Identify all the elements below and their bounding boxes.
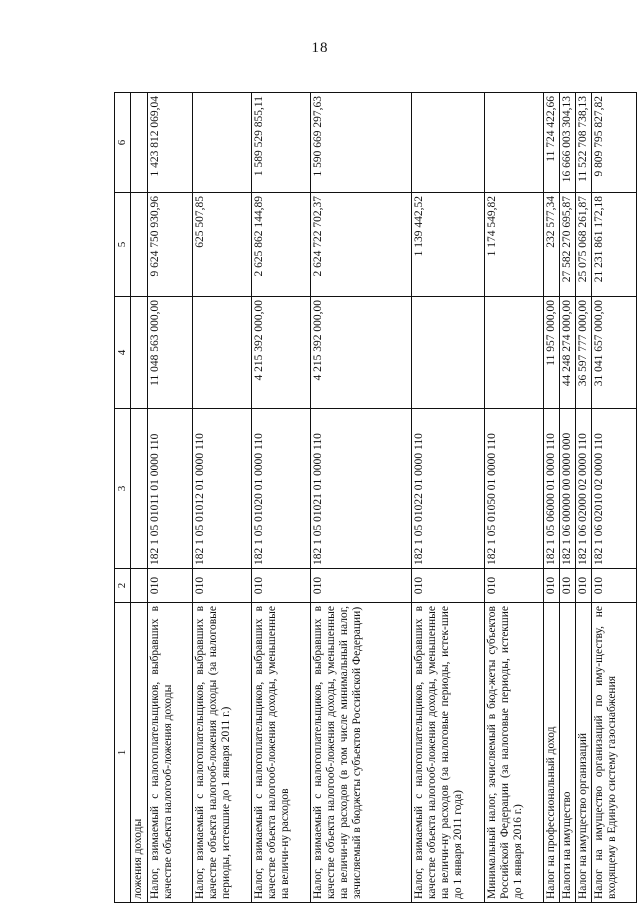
table-row	[311, 93, 412, 903]
table-row	[252, 93, 311, 903]
row-line-code: 010	[311, 569, 412, 603]
row-budget-code: 182 1 05 01012 01 0000 110	[193, 409, 252, 569]
row-name: Налог, взимаемый с налогоплательщиков, выбравших в качестве объекта налогооб-ложения доходы	[148, 603, 193, 903]
table-row	[592, 93, 637, 903]
table-row	[576, 93, 592, 903]
col-header-6: 6	[115, 93, 131, 193]
row-plan-value	[412, 297, 485, 409]
table-row	[485, 93, 544, 903]
row-plan-value	[193, 297, 252, 409]
row-plan-value: 11 048 563 000,00	[148, 297, 193, 409]
row-executed-value: 232 577,34	[544, 193, 560, 297]
row-name: Налог, взимаемый с налогоплательщиков, выбравших в качестве объекта налогооб-ложения доходы (за налоговые периоды, истекшие до 1 января 2011 г.)	[193, 603, 252, 903]
col-header-5: 5	[115, 193, 131, 297]
row-name: Налог на имущество организаций по иму-ществу, не входящему в Единую систему газоснабжения	[592, 603, 637, 903]
row-budget-code: 182 1 06 02010 02 0000 110	[592, 409, 637, 569]
row-remaining-value: 1 589 529 855,11	[252, 93, 311, 193]
row-executed-value: 625 507,85	[193, 193, 252, 297]
row-line-code: 010	[560, 569, 576, 603]
row-budget-code: 182 1 06 02000 02 0000 110	[576, 409, 592, 569]
row-budget-code: 182 1 05 01020 01 0000 110	[252, 409, 311, 569]
row-budget-code: 182 1 05 01050 01 0000 110	[485, 409, 544, 569]
row-plan-value	[485, 297, 544, 409]
row-executed-value: 21 231 861 172,18	[592, 193, 637, 297]
row-executed-value: 2 625 862 144,89	[252, 193, 311, 297]
row-line-code: 010	[485, 569, 544, 603]
row-remaining-value	[193, 93, 252, 193]
row-plan-value: 4 215 392 000,00	[252, 297, 311, 409]
col-header-4: 4	[115, 297, 131, 409]
row-budget-code	[131, 409, 148, 569]
row-remaining-value: 1 590 669 297,63	[311, 93, 412, 193]
table-row	[412, 93, 485, 903]
row-budget-code: 182 1 05 06000 01 0000 110	[544, 409, 560, 569]
row-line-code: 010	[148, 569, 193, 603]
revenue-table	[114, 92, 637, 903]
row-budget-code: 182 1 05 01011 01 0000 110	[148, 409, 193, 569]
row-executed-value	[131, 193, 148, 297]
row-remaining-value: 11 724 422,66	[544, 93, 560, 193]
table-row	[148, 93, 193, 903]
row-remaining-value: 16 666 003 304,13	[560, 93, 576, 193]
column-number-row	[115, 93, 131, 903]
page-number: 18	[311, 40, 329, 56]
row-budget-code: 182 1 06 00000 00 0000 000	[560, 409, 576, 569]
row-plan-value: 4 215 392 000,00	[311, 297, 412, 409]
row-name: Минимальный налог, зачисляемый в бюд-жеты субъектов Российской Федерации (за налоговые периоды, истекшие до 1 января 2016 г.)	[485, 603, 544, 903]
table-row	[193, 93, 252, 903]
row-remaining-value	[412, 93, 485, 193]
row-budget-code: 182 1 05 01021 01 0000 110	[311, 409, 412, 569]
row-name: Налог, взимаемый с налогоплательщиков, выбравших в качестве объекта налогооб-ложения доходы, уменьшенные на величи-ну расходов (в том числе минимальный налог, зачисляемый в бюджеты субъектов Российской Федерации)	[311, 603, 412, 903]
row-line-code: 010	[412, 569, 485, 603]
row-plan-value: 36 597 777 000,00	[576, 297, 592, 409]
row-executed-value: 2 624 722 702,37	[311, 193, 412, 297]
row-remaining-value	[485, 93, 544, 193]
row-plan-value: 11 957 000,00	[544, 297, 560, 409]
row-line-code: 010	[193, 569, 252, 603]
row-executed-value: 1 174 549,82	[485, 193, 544, 297]
col-header-1: 1	[115, 603, 131, 903]
row-line-code: 010	[592, 569, 637, 603]
row-executed-value: 1 139 442,52	[412, 193, 485, 297]
table-row	[544, 93, 560, 903]
row-name: Налог на профессиональный доход	[544, 603, 560, 903]
row-plan-value: 31 041 657 000,00	[592, 297, 637, 409]
row-line-code: 010	[252, 569, 311, 603]
row-name: Налоги на имущество	[560, 603, 576, 903]
col-header-3: 3	[115, 409, 131, 569]
row-line-code	[131, 569, 148, 603]
col-header-2: 2	[115, 569, 131, 603]
row-name: Налог на имущество организаций	[576, 603, 592, 903]
row-plan-value	[131, 297, 148, 409]
row-name: Налог, взимаемый с налогоплательщиков, выбравших в качестве объекта налогооб-ложения доходы, уменьшенные на величи-ну расходов (за налоговые периоды, истек-шие до 1 января 2011 года)	[412, 603, 485, 903]
row-remaining-value: 11 522 708 738,13	[576, 93, 592, 193]
row-remaining-value	[131, 93, 148, 193]
row-line-code: 010	[576, 569, 592, 603]
table-row	[131, 93, 148, 903]
row-remaining-value: 1 423 812 069,04	[148, 93, 193, 193]
report-table-rotated	[114, 93, 618, 903]
row-budget-code: 182 1 05 01022 01 0000 110	[412, 409, 485, 569]
row-executed-value: 27 582 270 695,87	[560, 193, 576, 297]
row-line-code: 010	[544, 569, 560, 603]
row-name: ложения доходы	[131, 603, 148, 903]
row-remaining-value: 9 809 795 827,82	[592, 93, 637, 193]
row-name: Налог, взимаемый с налогоплательщиков, выбравших в качестве объекта налогооб-ложения доходы, уменьшенные на величи-ну расходов	[252, 603, 311, 903]
row-executed-value: 9 624 750 930,96	[148, 193, 193, 297]
table-row	[560, 93, 576, 903]
row-plan-value: 44 248 274 000,00	[560, 297, 576, 409]
row-executed-value: 25 075 068 261,87	[576, 193, 592, 297]
